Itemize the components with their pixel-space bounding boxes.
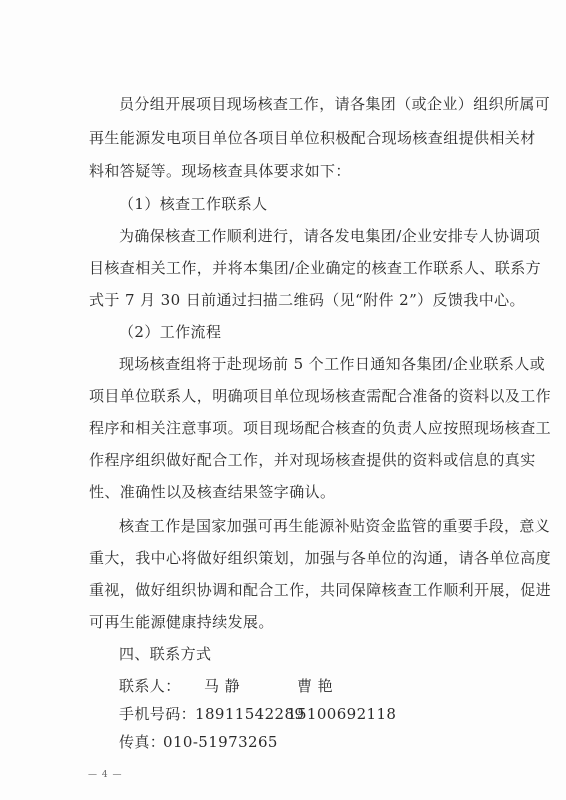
fax-label: 传真： — [119, 733, 166, 751]
contact-person-2: 曹 艳 — [297, 677, 333, 695]
section2-line-3: 程序和相关注意事项。项目现场配合核查的负责人应按照现场核查工 — [89, 419, 552, 437]
section1-line-1: 为确保核查工作顺利进行，请各发电集团/企业安排专人协调项 — [119, 227, 541, 245]
section2-heading: （2）工作流程 — [119, 323, 222, 341]
closing-line-4: 可再生能源健康持续发展。 — [89, 613, 274, 631]
contact-person-1: 马 静 — [204, 677, 240, 695]
intro-line-3: 料和答疑等。现场核查具体要求如下： — [89, 162, 351, 180]
page-number: — 4 — — [88, 770, 123, 780]
phone-number-1: 18911542289 — [195, 705, 305, 723]
closing-line-2: 重大，我中心将做好组织策划，加强与各单位的沟通，请各单位高度 — [89, 549, 552, 567]
phone-label: 手机号码： — [119, 705, 197, 723]
section2-line-5: 性、准确性以及核查结果签字确认。 — [89, 483, 336, 501]
section1-line-2: 目核查相关工作，并将本集团/企业确定的核查工作联系人、联系方 — [89, 259, 542, 277]
fax-number: 010-51973265 — [163, 733, 278, 751]
section2-line-1: 现场核查组将于赴现场前 5 个工作日通知各集团/企业联系人或 — [119, 355, 546, 373]
section1-heading: （1）核查工作联系人 — [119, 195, 268, 213]
intro-line-1: 员分组开展项目现场核查工作，请各集团（或企业）组织所属可 — [119, 95, 551, 113]
closing-line-3: 重视，做好组织协调和配合工作，共同保障核查工作顺利开展，促进 — [89, 581, 552, 599]
intro-line-2: 再生能源发电项目单位各项目单位积极配合现场核查组提供相关材 — [89, 129, 536, 147]
contact-heading: 四、联系方式 — [119, 645, 212, 663]
section2-line-4: 作程序组织做好配合工作，并对现场核查提供的资料或信息的真实 — [89, 451, 536, 469]
contact-person-label: 联系人： — [119, 677, 181, 695]
closing-line-1: 核查工作是国家加强可再生能源补贴资金监管的重要手段，意义 — [119, 517, 551, 535]
phone-number-2: 15100692118 — [287, 705, 397, 723]
section2-line-2: 项目单位联系人，明确项目单位现场核查需配合准备的资料以及工作 — [89, 387, 552, 405]
section1-line-3: 式于 7 月 30 日前通过扫描二维码（见“附件 2”）反馈我中心。 — [89, 291, 525, 309]
